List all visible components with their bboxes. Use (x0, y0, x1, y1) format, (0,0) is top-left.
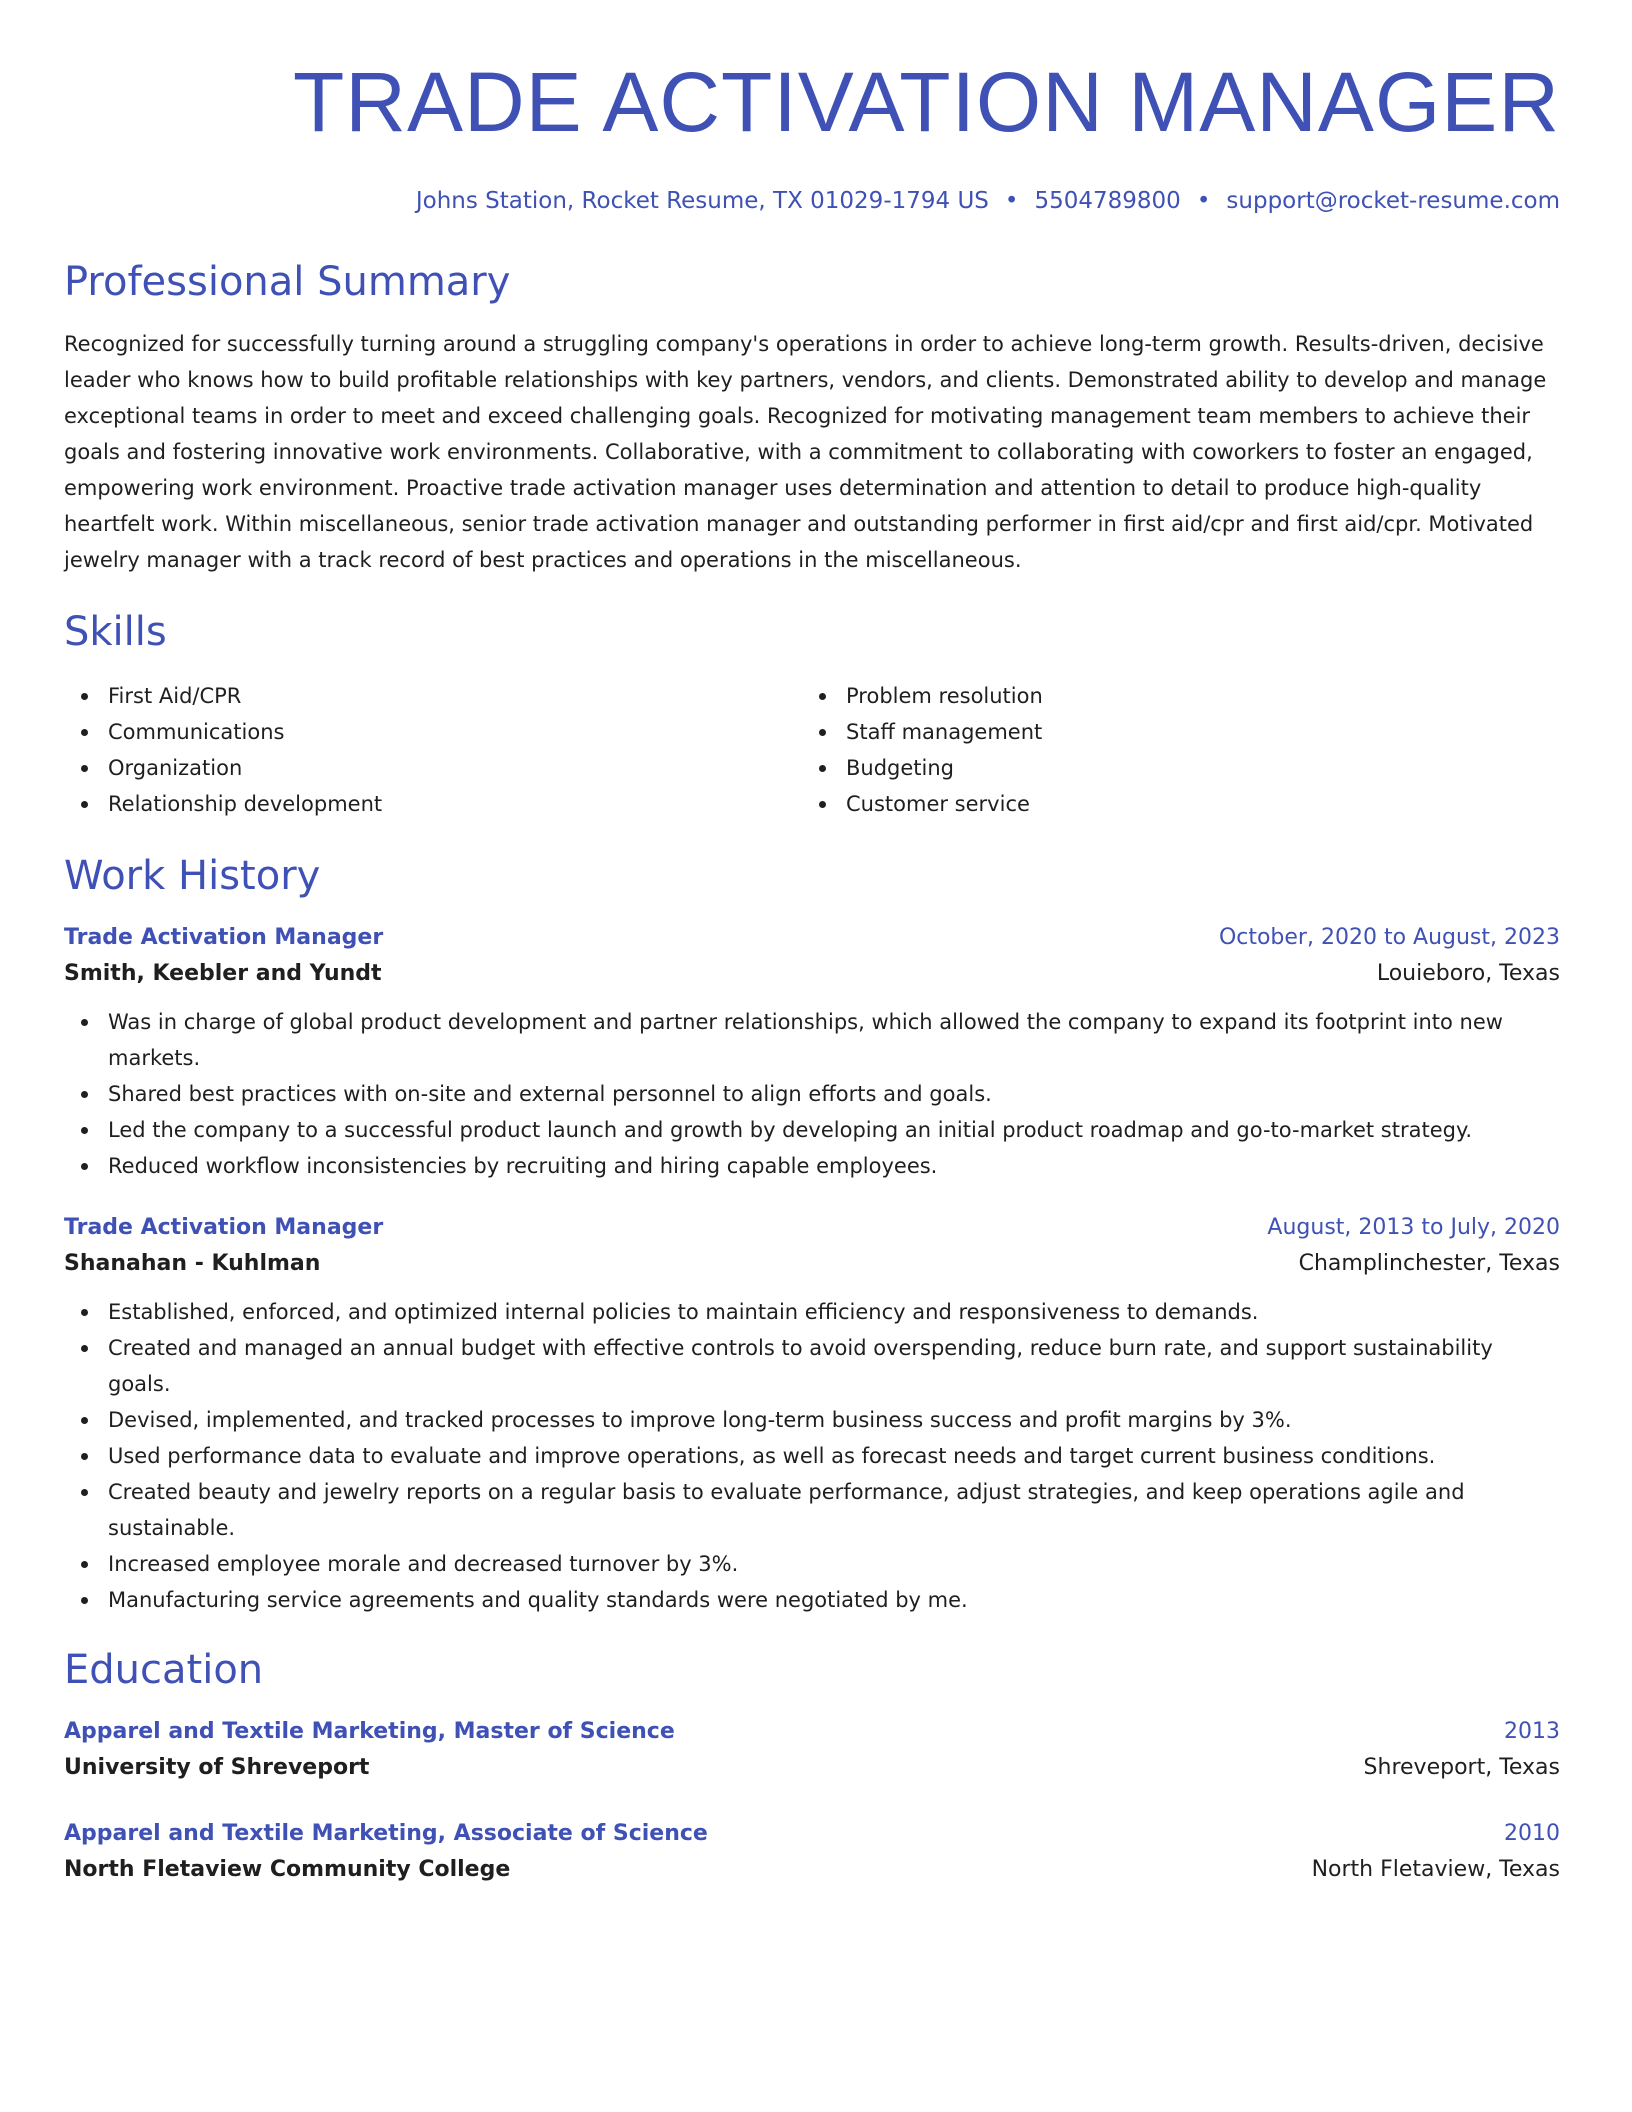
job-location: Louieboro, Texas (1376, 961, 1560, 986)
job-bullet: Created and managed an annual budget with effective controls to avoid overspending, reduce burn rate, and support sustainability goals. (64, 1330, 1560, 1402)
education-school-row (64, 1750, 1560, 1786)
job-bullet: Manufacturing service agreements and quality standards were negotiated by me. (64, 1582, 1560, 1618)
skill-item: First Aid/CPR (64, 678, 802, 714)
skill-item: Communications (64, 714, 802, 750)
contact-separator: • (1196, 188, 1211, 214)
summary-text: Recognized for successfully turning around a struggling company's operations in order to achieve long-term growth. Results-driven, decisive leader who knows how to build profitable relationships with key partners, vendors, and clients. Demonstrated ability to develop and manage exceptional teams in order to meet and exceed challenging goals. Recognized for motivating management team members to achieve their goals and fostering innovative work environments. Collaborative, with a commitment to collaborating with coworkers to foster an engaged, empowering work environment. Proactive trade activation manager uses determination and attention to detail to produce high-quality heartfelt work. Within miscellaneous, senior trade activation manager and outstanding performer in first aid/cpr and first aid/cpr. Motivated jewelry manager with a track record of best practices and operations in the miscellaneous. (64, 332, 1547, 572)
job-role: Trade Activation Manager (64, 1215, 384, 1240)
work-history-heading: Work History (64, 853, 321, 899)
education-school: North Fletaview Community College (64, 1857, 511, 1882)
job-role: Trade Activation Manager (64, 925, 384, 950)
education-header-row (64, 1816, 1560, 1852)
job-company-row (64, 1246, 1560, 1282)
skills-column-left (64, 678, 802, 822)
education-location: Shreveport, Texas (1363, 1755, 1560, 1780)
job-header-row (64, 1210, 1560, 1246)
contact-phone: 5504789800 (1034, 188, 1181, 214)
job-bullet: Increased employee morale and decreased turnover by 3%. (64, 1546, 1560, 1582)
resume-title: TRADE ACTIVATION MANAGER (292, 55, 1560, 149)
education-location: North Fletaview, Texas (1311, 1857, 1560, 1882)
job-bullet: Was in charge of global product development and partner relationships, which allowed the company to expand its footprint into new markets. (64, 1004, 1560, 1076)
skill-item: Customer service (802, 786, 1540, 822)
education-header-row (64, 1714, 1560, 1750)
skill-item: Problem resolution (802, 678, 1540, 714)
education-school: University of Shreveport (64, 1755, 370, 1780)
skill-item: Budgeting (802, 750, 1540, 786)
job-bullet: Reduced workflow inconsistencies by recruiting and hiring capable employees. (64, 1148, 1560, 1184)
skill-item: Staff management (802, 714, 1540, 750)
job-dates: August, 2013 to July, 2020 (1267, 1215, 1560, 1240)
skills-heading: Skills (64, 609, 167, 655)
job-company-row (64, 956, 1560, 992)
education-year: 2010 (1504, 1821, 1560, 1846)
education-degree: Apparel and Textile Marketing, Master of Science (64, 1719, 675, 1744)
job-dates: October, 2020 to August, 2023 (1218, 925, 1560, 950)
job-entry (64, 920, 1560, 1184)
job-bullet: Established, enforced, and optimized internal policies to maintain efficiency and responsiveness to demands. (64, 1294, 1560, 1330)
contact-email: support@rocket-resume.com (1226, 188, 1560, 214)
job-bullets (64, 1294, 1560, 1618)
contact-separator: • (1004, 188, 1019, 214)
job-bullet: Devised, implemented, and tracked processes to improve long-term business success and profit margins by 3%. (64, 1402, 1560, 1438)
contact-address: Johns Station, Rocket Resume, TX 01029-1794 US (415, 188, 989, 214)
job-bullet: Created beauty and jewelry reports on a regular basis to evaluate performance, adjust strategies, and keep operations agile and sustainable. (64, 1474, 1560, 1546)
education-entry (64, 1816, 1560, 1888)
job-header-row (64, 920, 1560, 956)
job-company: Smith, Keebler and Yundt (64, 961, 382, 986)
job-bullet: Led the company to a successful product launch and growth by developing an initial product roadmap and go-to-market strategy. (64, 1112, 1560, 1148)
job-bullet: Used performance data to evaluate and improve operations, as well as forecast needs and target current business conditions. (64, 1438, 1560, 1474)
contact-line (64, 186, 1560, 216)
skill-item: Relationship development (64, 786, 802, 822)
job-bullets (64, 1004, 1560, 1184)
education-degree: Apparel and Textile Marketing, Associate of Science (64, 1821, 708, 1846)
job-location: Champlinchester, Texas (1298, 1251, 1560, 1276)
job-entry (64, 1210, 1560, 1618)
job-company: Shanahan - Kuhlman (64, 1251, 321, 1276)
skill-item: Organization (64, 750, 802, 786)
education-school-row (64, 1852, 1560, 1888)
education-entry (64, 1714, 1560, 1786)
resume-page (64, 0, 1560, 1888)
job-bullet: Shared best practices with on-site and external personnel to align efforts and goals. (64, 1076, 1560, 1112)
education-heading: Education (64, 1647, 264, 1693)
skills-column-right (802, 678, 1540, 822)
education-year: 2013 (1504, 1719, 1560, 1744)
skills-list (64, 678, 1560, 822)
summary-heading: Professional Summary (64, 259, 511, 305)
